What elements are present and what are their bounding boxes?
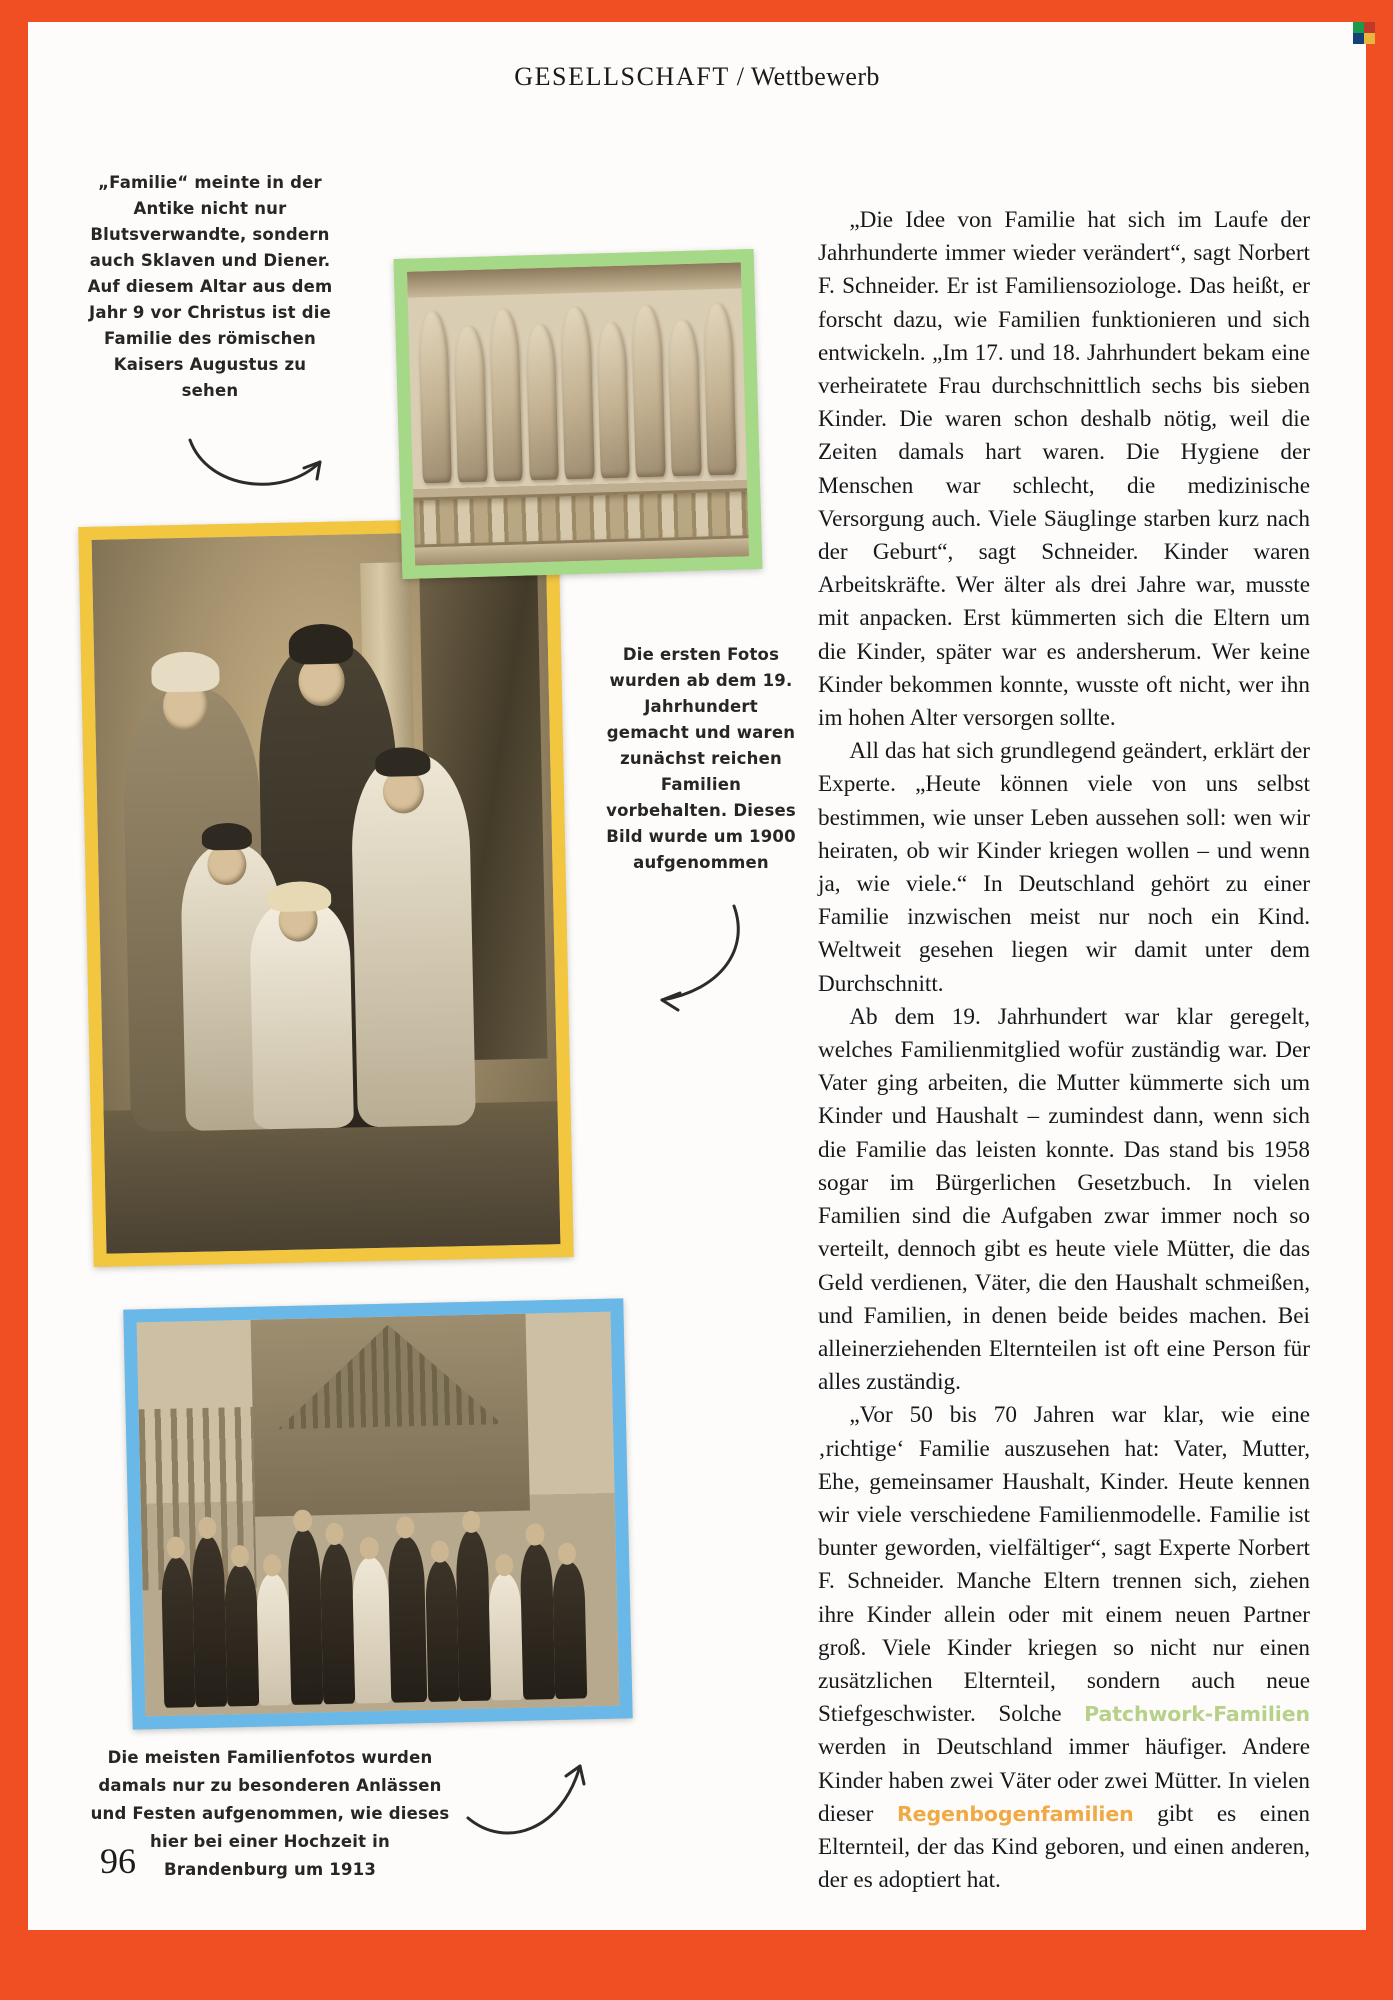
crowd-head: [293, 1509, 312, 1531]
relief-figure: [489, 308, 523, 481]
curved-arrow-to-wedding-photo: [460, 1746, 596, 1850]
crowd-bride: [352, 1556, 392, 1703]
page-sheet: [28, 22, 1366, 1930]
crowd-person: [552, 1562, 587, 1699]
figure-mother-hat: [151, 651, 220, 692]
reg-swatch-blue: [1353, 33, 1364, 44]
running-head: [28, 62, 1366, 92]
article-paragraph-3: Ab dem 19. Jahrhundert war klar geregelt, welches Familienmitglied wofür zuständig war. Der Vater ging arbeiten, die Mutter kümmerte sich um Kinder und Haushalt – zumindest dann, wenn sich die Familie das leisten konnte. Das stand bis 1958 sogar im Bürgerlichen Gesetzbuch. In vielen Familien sind die Aufgaben zwar immer noch so verteilt, dennoch gibt es heute viele Mütter, die das Geld verdienen, Väter, die den Haushalt schmeißen, und Familien, in denen beide beides machen. Bei alleinerziehenden Elternteilen ist oft eine Person für alles zuständig.: [818, 1003, 1310, 1396]
relief-figure: [631, 304, 665, 477]
crowd-head: [198, 1516, 217, 1538]
crowd-person: [192, 1536, 228, 1708]
figure-boy-left-cap: [202, 822, 252, 850]
article-body: [818, 204, 1310, 1897]
photo-roman-altar-relief: [394, 249, 763, 579]
crowd-person: [160, 1556, 195, 1708]
article-paragraph-2: All das hat sich grundlegend geändert, erklärt der Experte. „Heute können viele von uns selbst bestimmen, wie unser Leben aussehen soll: wen wir heiraten, ob wir Kinder kriegen wollen – und wenn ja, wie viele.“ In Deutschland gehört zu einer Familie inzwischen meist nur noch ein Kind. Weltweit gesehen liegen wir damit unter dem Durchschnitt.: [818, 738, 1310, 997]
relief-figure: [525, 323, 559, 480]
caption-wedding-photo: Die meisten Familienfotos wurden damals nur zu besonderen Anlässen und Festen aufgenommen, wie dieses hier bei einer Hochzeit in Brandenburg um 1913: [90, 1748, 450, 1879]
wedding-scene: [137, 1312, 620, 1717]
caption-roman-altar: „Familie“ meinte in der Antike nicht nur Blutsverwandte, sondern auch Sklaven und Diener. Auf diesem Altar aus dem Jahr 9 vor Christus ist die Familie des römischen Kaisers Augustus zu sehen: [87, 173, 333, 400]
crowd-head: [430, 1540, 449, 1562]
article-paragraph-1: „Die Idee von Familie hat sich im Laufe der Jahrhunderte immer wieder verändert“, sagt Norbert F. Schneider. Er ist Familiensoziologe. Das heißt, er forscht dazu, wie Familien funktionieren und sich entwickeln. „Im 17. und 18. Jahrhundert bekam eine verheiratete Frau durchschnittlich sechs bis sieben Kinder. Die waren schon deshalb nötig, weil die Zeiten damals hart waren. Die Hygiene der Menschen war schlecht, die medizinische Versorgung auch. Viele Säuglinge starben kurz nach der Geburt“, sagt Schneider. Kinder waren Arbeitskräfte. Wer älter als drei Jahre war, musste mit anpacken. Erst kümmerten sich die Eltern um die Kinder, später war es andersherum. Wer keine Kinder bekommen konnte, wusste oft nicht, wer ihn im hohen Alter versorgen sollte.: [818, 207, 1310, 732]
relief-figure: [418, 310, 452, 483]
relief-figure: [596, 321, 630, 478]
relief-figure-row: [407, 274, 746, 483]
photo-roman-altar-image: [407, 262, 749, 565]
crowd-head: [360, 1537, 379, 1559]
relief-figure: [703, 302, 737, 475]
crowd-head: [495, 1554, 514, 1576]
crowd-person: [425, 1560, 460, 1702]
crowd-head: [230, 1545, 249, 1567]
running-head-separator: /: [729, 62, 751, 91]
crowd-head: [262, 1554, 281, 1576]
crowd-person: [287, 1529, 323, 1706]
highlight-term-patchwork-familien: Patchwork-Familien: [1084, 1702, 1310, 1727]
figure-toddler-straw-hat: [267, 881, 331, 912]
figure-father-bowler-hat: [289, 624, 353, 665]
article-paragraph-4: [818, 1399, 1310, 1897]
relief-figure: [668, 319, 702, 476]
final-paragraph-part-3: gibt es einen Elternteil, der das Kind geboren, und einen anderen, der es adoptiert hat.: [818, 1800, 1310, 1894]
running-head-department: GESELLSCHAFT: [514, 62, 730, 91]
studio-scene: [92, 530, 561, 1253]
crowd-person: [456, 1530, 492, 1702]
crowd-person: [224, 1564, 259, 1706]
crowd-head: [396, 1517, 415, 1539]
crowd-head: [325, 1523, 344, 1545]
crowd-person: [520, 1543, 555, 1700]
caption-studio-family-portrait: Die ersten Fotos wurden ab dem 19. Jahrhundert gemacht und waren zunächst reichen Familien vorbehalten. Dieses Bild wurde um 1900 aufgenommen: [606, 645, 796, 872]
crowd-groom: [388, 1536, 428, 1703]
running-head-section: Wettbewerb: [750, 62, 880, 91]
relief-carving: [407, 262, 749, 565]
print-registration-mark: [1353, 22, 1375, 44]
reg-swatch-green: [1353, 22, 1364, 33]
crowd-head: [166, 1537, 185, 1559]
reg-swatch-yellow: [1364, 33, 1375, 44]
crowd-person: [256, 1573, 291, 1706]
photo-studio-family-image: [92, 530, 561, 1253]
photo-wedding-group: [123, 1298, 632, 1729]
relief-figure: [560, 306, 594, 479]
crowd-person: [489, 1573, 524, 1701]
photo-wedding-image: [137, 1312, 620, 1717]
figure-boy-right-cap: [375, 747, 430, 777]
reg-swatch-red: [1364, 22, 1375, 33]
page-number: 96: [100, 1841, 136, 1881]
relief-figure: [454, 325, 488, 482]
highlight-term-regenbogenfamilien: Regenbogenfamilien: [896, 1801, 1134, 1826]
curved-arrow-to-altar-photo: [180, 418, 350, 502]
crowd-person: [319, 1543, 354, 1705]
crowd-head: [526, 1523, 545, 1545]
final-paragraph-part-1: „Vor 50 bis 70 Jahren war klar, wie eine ‚richtige‘ Familie auszusehen hat: Vater, Mutter, Ehe, gemeinsamer Haushalt, Kinder. Heute kennen wir viele verschiedene Familienmodelle. Familie ist bunter geworden, vielfältiger“, sagt Experte Norbert F. Schneider. Manche Eltern trennen sich, ziehen ihre Kinder allein oder mit einem neuen Partner groß. Viele Kinder kriegen so nicht nur einen zusätzlichen Elternteil, sondern auch neue Stiefgeschwister. Solche: [818, 1402, 1310, 1728]
crowd-head: [462, 1510, 481, 1532]
curved-arrow-to-family-photo: [628, 894, 774, 1026]
crowd-head: [558, 1542, 577, 1564]
photo-studio-family-portrait: [78, 517, 573, 1267]
final-paragraph-part-2: werden in Deutschland immer häufiger. Andere Kinder haben zwei Väter oder zwei Mütter. In vielen dieser: [818, 1734, 1310, 1827]
wedding-crowd: [149, 1454, 609, 1709]
